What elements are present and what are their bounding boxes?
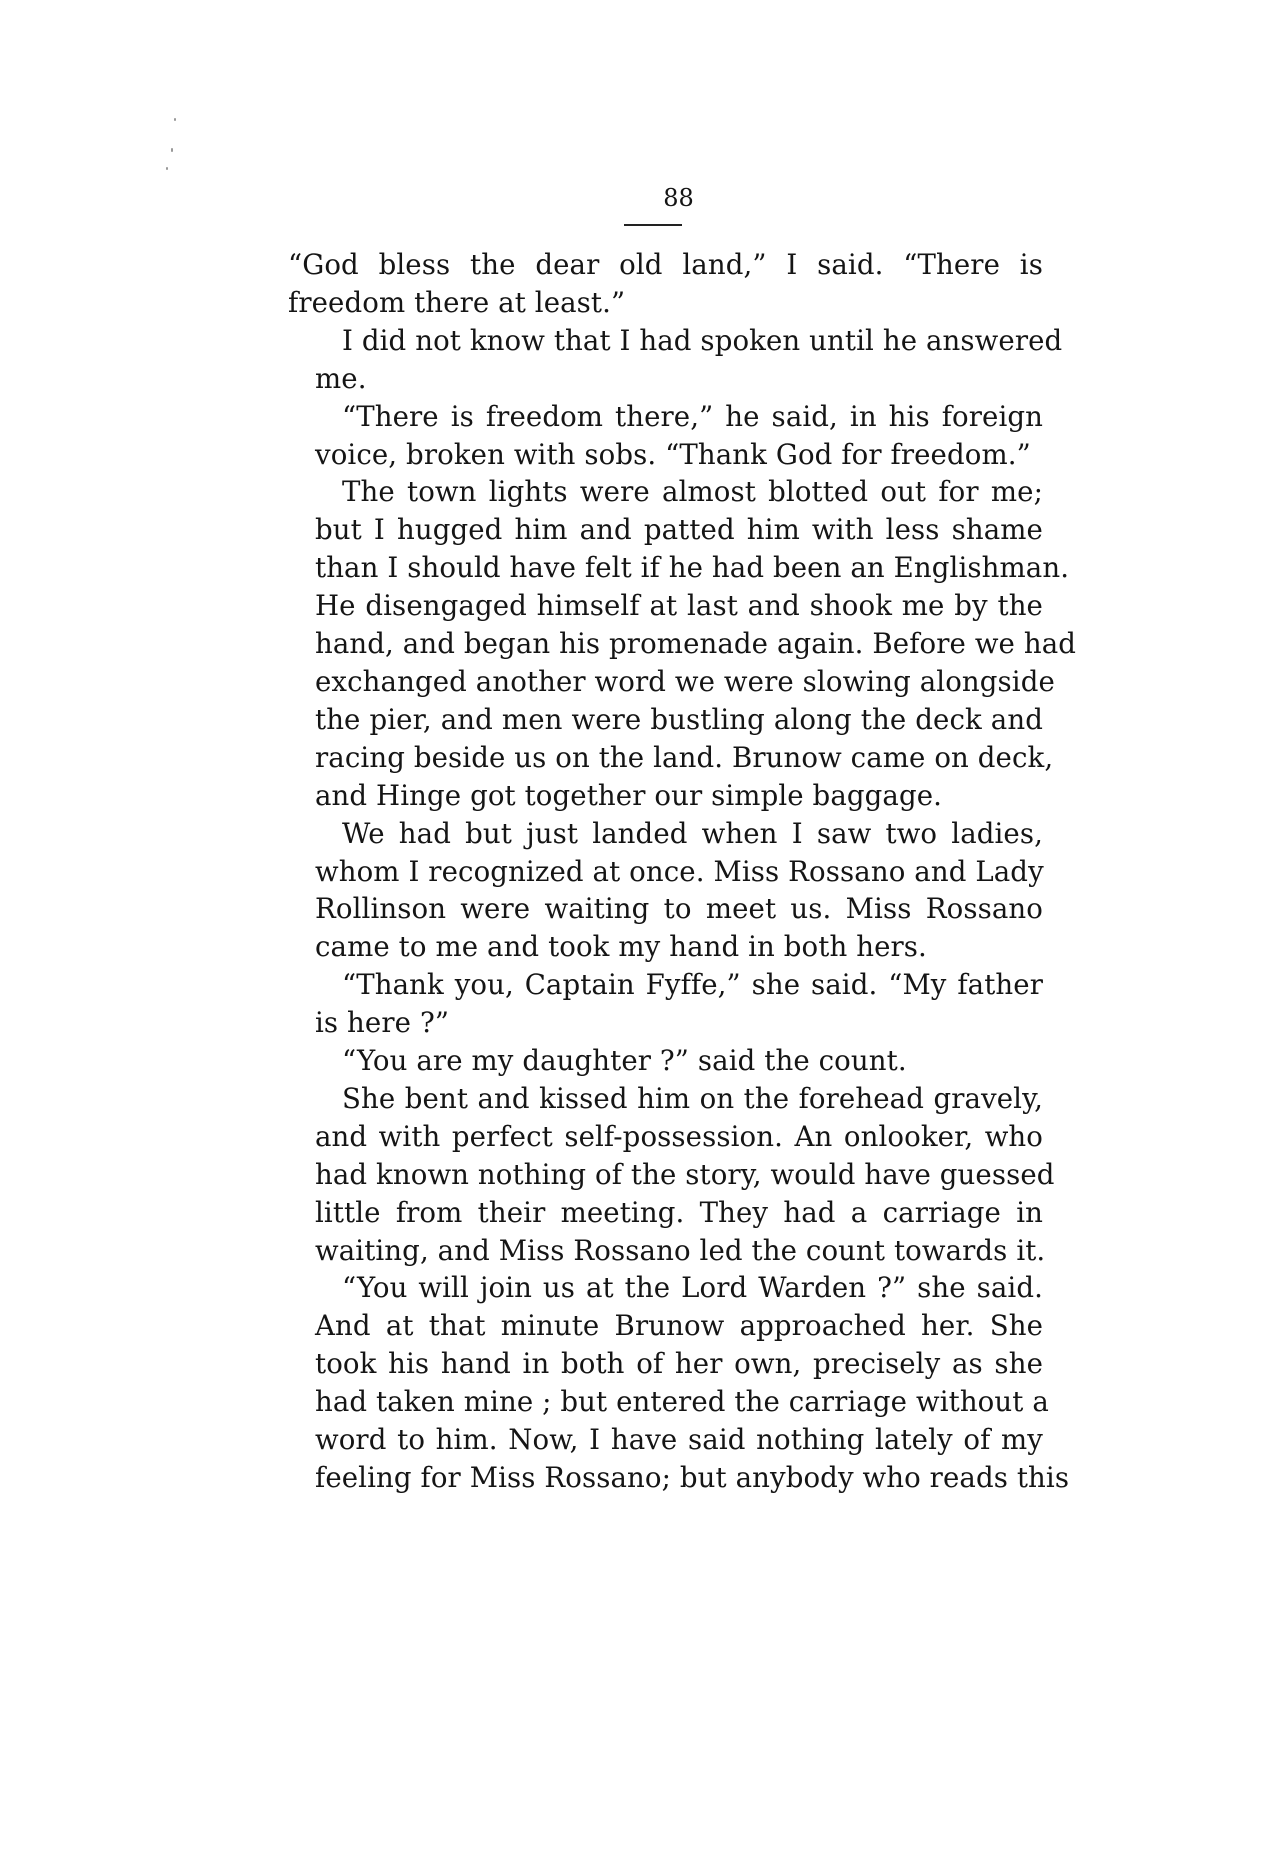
paragraph [288, 815, 1043, 967]
text-line: came to me and took my hand in both hers. [315, 930, 927, 964]
text-line: and with perfect self-possession. An onlooker, who [315, 1119, 1043, 1153]
margin-speck [174, 118, 176, 121]
text-line: word to him. Now, I have said nothing lately of my [315, 1423, 1043, 1457]
paragraph [288, 398, 1043, 474]
text-line: had known nothing of the story, would have guessed [315, 1157, 1055, 1191]
text-line: The town lights were almost blotted out for me; [342, 475, 1043, 509]
text-line: Rollinson were waiting to meet us. Miss Rossano [315, 892, 1043, 926]
text-line: feeling for Miss Rossano; but anybody who reads this [315, 1461, 1070, 1494]
text-line: exchanged another word we were slowing alongside [315, 664, 1055, 698]
margin-speck [171, 148, 173, 152]
text-line: “God bless the dear old land,” I said. “There is [288, 248, 1043, 281]
text-line: waiting, and Miss Rossano led the count towards it. [315, 1233, 1046, 1267]
text-line: racing beside us on the land. Brunow came on deck, [315, 740, 1054, 774]
paragraph [288, 1269, 1070, 1496]
text-line: We had but just landed when I saw two ladies, [342, 816, 1043, 850]
paragraph [288, 966, 1043, 1042]
paragraph [288, 1080, 1055, 1270]
paragraph [288, 473, 1077, 814]
text-line: little from their meeting. They had a carriage in [315, 1195, 1043, 1229]
margin-speck [166, 167, 168, 170]
page-number: 88 [663, 184, 694, 212]
text-line: voice, broken with sobs. “Thank God for freedom.” [315, 437, 1031, 471]
text-line: than I should have felt if he had been an Englishman. [315, 551, 1070, 585]
text-line: the pier, and men were bustling along the deck and [315, 702, 1043, 736]
text-line: I did not know that I had spoken until he answered [342, 323, 1063, 357]
text-line: “There is freedom there,” he said, in his foreign [342, 399, 1043, 433]
text-line: She bent and kissed him on the forehead gravely, [342, 1081, 1043, 1115]
text-line: had taken mine ; but entered the carriage without a [315, 1385, 1049, 1419]
text-line: He disengaged himself at last and shook me by the [315, 589, 1043, 623]
text-line: “Thank you, Captain Fyffe,” she said. “My father [342, 968, 1043, 1002]
text-line: but I hugged him and patted him with less shame [315, 513, 1043, 547]
text-line: whom I recognized at once. Miss Rossano and Lady [315, 854, 1044, 888]
paragraph [288, 322, 1063, 398]
text-line: And at that minute Brunow approached her. She [315, 1309, 1043, 1343]
text-line: took his hand in both of her own, precisely as she [315, 1347, 1043, 1381]
page-number-rule [624, 224, 682, 226]
text-line: is here ?” [315, 1006, 450, 1040]
paragraph [288, 1042, 1043, 1080]
text-line: hand, and began his promenade again. Before we had [315, 627, 1077, 661]
body-text [288, 246, 1077, 1497]
text-line: and Hinge got together our simple baggage. [315, 778, 943, 812]
paragraph [288, 246, 1043, 322]
text-line: “You are my daughter ?” said the count. [342, 1044, 907, 1078]
text-line: me. [315, 361, 367, 395]
text-line: freedom there at least.” [288, 285, 626, 319]
text-line: “You will join us at the Lord Warden ?” she said. [342, 1271, 1043, 1305]
